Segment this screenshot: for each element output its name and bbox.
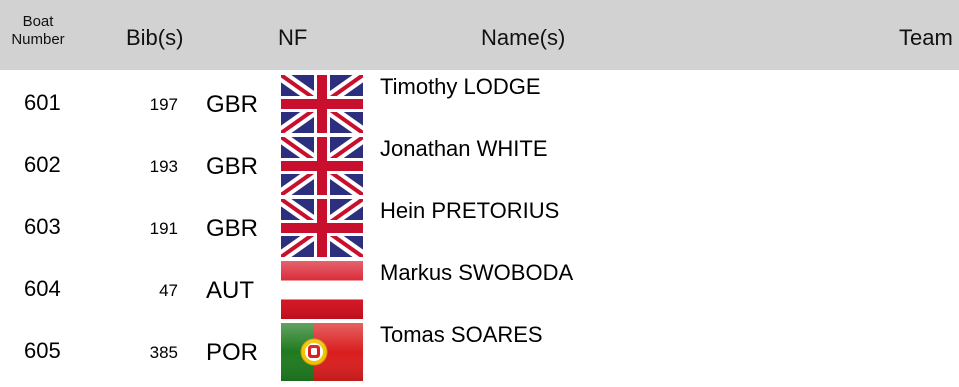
boat-number: 601: [24, 90, 61, 115]
athlete-name: Markus SWOBODA: [380, 260, 574, 285]
bib-number: 193: [149, 157, 178, 176]
nation-code: POR: [206, 339, 259, 366]
boat-number: 604: [24, 276, 61, 301]
table-row: [0, 194, 959, 256]
table-header: [0, 0, 959, 70]
boat-number: 605: [24, 338, 61, 363]
header-bib: Bib(s): [126, 25, 184, 50]
header-boat-line2: Number: [11, 31, 65, 48]
athlete-name: Tomas SOARES: [380, 322, 543, 347]
bib-number: 191: [149, 219, 178, 238]
nation-code: GBR: [206, 153, 259, 180]
header-names: Name(s): [481, 25, 566, 50]
nation-code: AUT: [206, 277, 254, 304]
table-row: [0, 318, 959, 380]
austria-flag-icon: [281, 261, 363, 319]
boat-number: 602: [24, 152, 61, 177]
header-nf: NF: [278, 25, 308, 50]
boat-number: 603: [24, 214, 61, 239]
header-boat-number: [8, 13, 68, 49]
bib-number: 385: [149, 343, 178, 362]
uk-flag-icon: [281, 199, 363, 257]
table-row: [0, 132, 959, 194]
nation-code: GBR: [206, 91, 259, 118]
bib-number: 197: [149, 95, 178, 114]
athlete-name: Hein PRETORIUS: [380, 198, 560, 223]
nation-code: GBR: [206, 215, 259, 242]
athlete-name: Timothy LODGE: [380, 74, 541, 99]
uk-flag-icon: [281, 75, 363, 133]
uk-flag-icon: [281, 137, 363, 195]
bib-number: 47: [159, 281, 178, 300]
header-boat-line1: Boat: [22, 13, 54, 30]
table-row: [0, 256, 959, 318]
header-team: Team: [899, 25, 953, 50]
portugal-flag-icon: [281, 323, 363, 381]
table-row: [0, 70, 959, 132]
athlete-name: Jonathan WHITE: [380, 136, 548, 161]
